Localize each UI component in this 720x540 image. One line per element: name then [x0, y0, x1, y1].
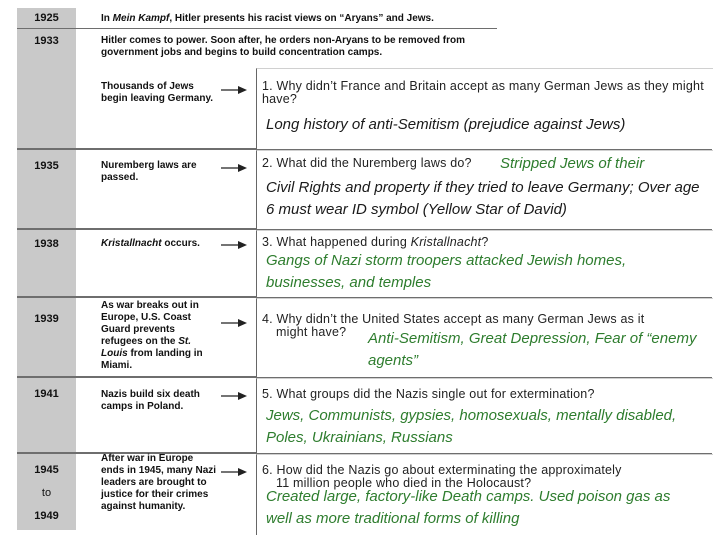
event-text: After war in Europe ends in 1945, many Nazi leaders are brought to justice for their crimes against humanity.: [101, 453, 217, 512]
event-part: In: [101, 13, 113, 24]
answer-text: Anti-Semitism, Great Depression, Fear of “enemy agents”: [368, 330, 697, 369]
year-label: 1949: [34, 510, 59, 522]
event-text: Thousands of Jews begin leaving Germany.: [101, 81, 214, 104]
year-label: 1941: [34, 388, 59, 400]
right-arrow-icon: [221, 240, 247, 250]
row-divider: [17, 28, 497, 29]
event-text: [101, 300, 219, 372]
year-label: 1945: [34, 464, 59, 476]
event-text: Hitler comes to power. Soon after, he orders non-Aryans to be removed from government jobs and begins to build concentration camps.: [101, 35, 465, 58]
answer-text: Created large, factory-like Death camps. Used poison gas as well as more traditional forms of killing: [266, 488, 671, 527]
question-text: might have?: [276, 325, 347, 339]
answer-text: Stripped Jews of their: [500, 155, 645, 172]
right-arrow-icon: [221, 163, 247, 173]
year-label: 1935: [34, 160, 59, 172]
event-italic: Mein Kampf: [112, 13, 170, 24]
year-label: to: [41, 487, 52, 499]
event-part: occurs.: [161, 238, 200, 249]
event-part: , Hitler presents his racist views on “Aryans” and Jews.: [169, 13, 434, 24]
answer-text: Gangs of Nazi storm troopers attacked Jewish homes, businesses, and temples: [266, 252, 627, 291]
event-text: [101, 238, 219, 250]
question-text: 1. Why didn’t France and Britain accept as many German Jews as they might have?: [262, 79, 704, 106]
year-label: 1939: [34, 313, 59, 325]
question-text: 6. How did the Nazis go about exterminating the approximately: [262, 463, 622, 477]
answer-text: Jews, Communists, gypsies, homosexuals, mentally disabled, Poles, Ukrainians, Russians: [266, 407, 677, 446]
question-text: [262, 236, 489, 249]
right-arrow-icon: [221, 391, 247, 401]
question-text: 5. What groups did the Nazis single out for extermination?: [262, 387, 595, 401]
event-text: Nazis build six death camps in Poland.: [101, 389, 200, 412]
event-italic: Kristallnacht: [101, 238, 162, 249]
question-text: 2. What did the Nuremberg laws do?: [262, 156, 472, 170]
year-label: 1938: [34, 238, 59, 250]
year-label: 1925: [34, 12, 59, 24]
year-label: 1933: [34, 35, 59, 47]
event-text: Nuremberg laws are passed.: [101, 160, 197, 183]
question-italic: Kristallnacht: [410, 235, 482, 249]
answer-text: Civil Rights and property if they tried to leave Germany; Over age 6 must wear ID symbol (Yellow Star of David): [266, 179, 700, 218]
answer-text: Long history of anti-Semitism (prejudice against Jews): [266, 116, 626, 133]
event-part: As war breaks out in Europe, U.S. Coast Guard prevents refugees on the: [101, 300, 199, 347]
question-part: ?: [481, 235, 489, 249]
event-part: from landing in Miami.: [101, 348, 203, 371]
question-part: 3. What happened during: [262, 235, 411, 249]
right-arrow-icon: [221, 85, 247, 95]
question-text: 4. Why didn’t the United States accept as many German Jews as it: [262, 312, 645, 326]
event-text: [101, 13, 521, 25]
right-arrow-icon: [221, 318, 247, 328]
question-text: 11 million people who died in the Holocaust?: [276, 476, 532, 490]
event-italic: St. Louis: [101, 336, 192, 359]
right-arrow-icon: [221, 467, 247, 477]
